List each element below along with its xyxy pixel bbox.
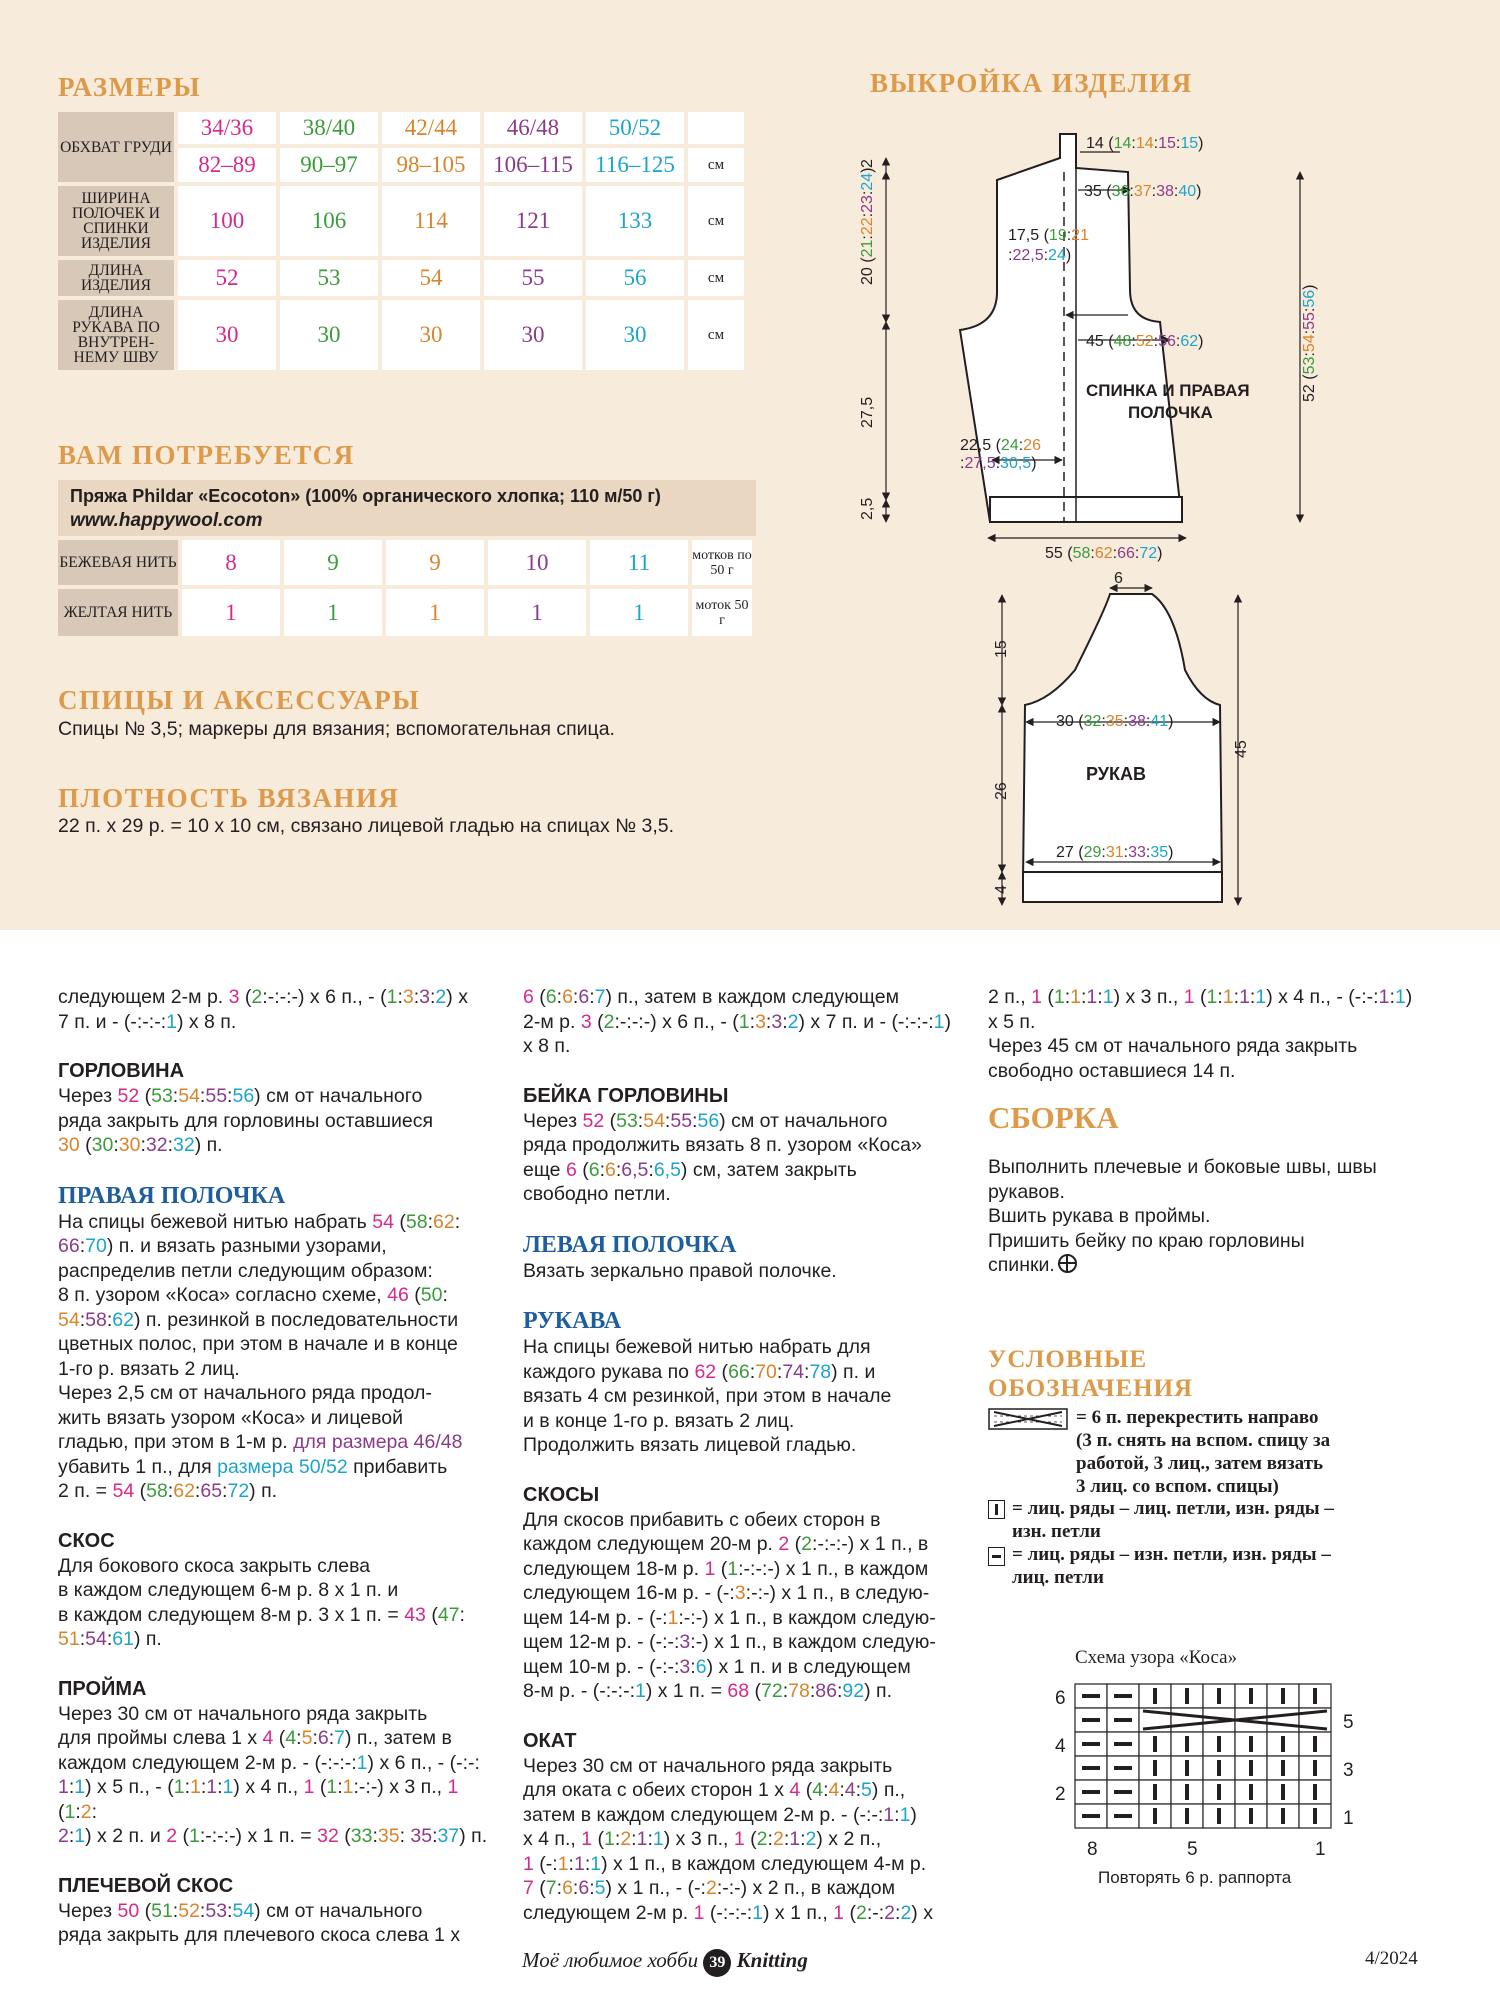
cell: 100 xyxy=(178,186,276,256)
size-col: 50/52 xyxy=(586,112,684,144)
cell: 121 xyxy=(484,186,582,256)
cell: 1 xyxy=(488,589,586,636)
cell: 53 xyxy=(280,260,378,296)
unit: см xyxy=(688,300,744,370)
legend-purl xyxy=(1012,1543,1331,1589)
cell: 30 xyxy=(178,300,276,370)
assembly-line-end: спинки. xyxy=(988,1254,1055,1276)
needs-title: ВАМ ПОТРЕБУЕТСЯ xyxy=(58,440,355,470)
sleeve-w-bot: 27 (29:31:33:35) xyxy=(1056,844,1174,861)
row-label-left: 2 xyxy=(1055,1784,1066,1805)
assembly-title: СБОРКА xyxy=(988,1100,1119,1135)
sleeve-label: РУКАВ xyxy=(1086,764,1146,784)
section-left-front: ЛЕВАЯ ПОЛОЧКА xyxy=(523,1231,737,1258)
chart-caption: Повторять 6 р. раппорта xyxy=(1098,1868,1292,1887)
yarn-table xyxy=(54,536,756,640)
legend-line: (3 п. снять на вспом. спицу за xyxy=(1076,1430,1331,1451)
gauge-title: ПЛОТНОСТЬ ВЯЗАНИЯ xyxy=(58,783,400,813)
sleeve-4: 4 xyxy=(993,885,1010,894)
cell: 114 xyxy=(382,186,480,256)
row-label-right: 3 xyxy=(1343,1760,1354,1781)
assembly-line xyxy=(988,1253,1458,1278)
body-label-1: СПИНКА И ПРАВАЯ xyxy=(1086,381,1250,400)
sleeve-cap: 15 xyxy=(993,640,1010,658)
needles-text: Спицы № 3,5; маркеры для вязания; вспомогательная спица. xyxy=(58,718,615,740)
cell: 98–105 xyxy=(382,148,480,182)
knit-mark xyxy=(1185,1688,1189,1704)
magazine-name: Моё любимое хобби xyxy=(522,1948,699,1972)
legend-line: 3 лиц. со вспом. спицы) xyxy=(1076,1476,1279,1497)
size-col: 46/48 xyxy=(484,112,582,144)
cell: 30 xyxy=(586,300,684,370)
cell: 90–97 xyxy=(280,148,378,182)
section-neck-band: БЕЙКА ГОРЛОВИНЫ xyxy=(523,1084,729,1107)
knit-mark xyxy=(1217,1808,1221,1824)
yarn-header xyxy=(58,480,756,536)
knit-mark xyxy=(1249,1736,1253,1752)
knit-mark xyxy=(1313,1760,1317,1776)
cell: 1 xyxy=(284,589,382,636)
chart-cell xyxy=(1171,1708,1203,1732)
sizes-title: РАЗМЕРЫ xyxy=(58,72,202,102)
knit-mark xyxy=(1249,1808,1253,1824)
section-armhole: ПРОЙМА xyxy=(58,1677,147,1700)
text-line: следующем 2-м р. 3 (2:-:-:-) х 6 п., - (1:3:3:2) х xyxy=(58,986,468,1008)
legend-cross xyxy=(1076,1406,1330,1498)
pattern-title: ВЫКРОЙКА ИЗДЕЛИЯ xyxy=(870,68,1193,98)
body-label-2: ПОЛОЧКА xyxy=(1128,403,1213,422)
unit: мотков по 50 г xyxy=(692,540,752,585)
cell: 8 xyxy=(182,540,280,585)
section-cap: ОКАТ xyxy=(523,1729,577,1752)
unit: моток 50 г xyxy=(692,589,752,636)
knit-mark xyxy=(1249,1760,1253,1776)
purl-mark xyxy=(1082,1766,1100,1770)
col-label: 1 xyxy=(1315,1839,1326,1860)
unit: см xyxy=(688,186,744,256)
legend-line: работой, 3 лиц., затем вязать xyxy=(1076,1453,1324,1474)
assembly-line: Пришить бейку по краю горловины xyxy=(988,1229,1305,1252)
sleeve-top: 6 xyxy=(1114,570,1123,587)
section-bevel: СКОС xyxy=(58,1529,115,1552)
brand-name: Knitting xyxy=(736,1948,808,1972)
column-2: 6 (6:6:6:7) п., затем в каждом следующем 2-м р. 3 (2:-:-:-) х 6 п., - (1:3:3:2) х 7 п. и - (-:-:-:1) х 8 п. БЕЙКА ГОРЛОВИНЫ Через 52 (53:54:55:56) см от начального ряда продолжить вязать 8 п. узором «Коса» еще 6 (6:6:6,5:6,5) см, затем закрыть свободно петли. ЛЕВАЯ ПОЛОЧКА Вязать зеркально правой полочке. РУКАВА На спицы бежевой нитью набрать для каждого рукава по 62 (66:70:74:78) п. и вязать 4 см резинкой, при этом в начале и в конце 1-го р. вязать 2 лиц. Продолжить вязать лицевой гладью. СКОСЫ Для скосов прибавить с обеих сторон в каждом следующем 20-м р. 2 (2:-:-:-) х 1 п., в следующем 18-м р. 1 (1:-:-:-) х 1 п., в каждом следующем 16-м р. - (-:3:-:-) х 1 п., в следую- щем 14-м р. - (-:1:-:-) х 1 п., в каждом следую- щем 12-м р. - (-:-:3:-) х 1 п., в каждом следую- щем 10-м р. - (-:-:3:6) х 1 п. и в следующем 8-м р. - (-:-:-:1) х 1 п. = 68 (72:78:86:92) п. ОКАТ Через 30 см от начального ряда закрыть для оката с обеих сторон 1 х 4 (4:4:4:5) п., затем в каждом следующем 2-м р. - (-:-:1:1) х 4 п., 1 (1:2:1:1) х 3 п., 1 (2:2:1:2) х 2 п., 1 (-:1:1:1) х 1 п., в каждом следующем 4-м р. 7 (7:6:6:5) х 1 п., - (-:2:-:-) х 2 п., в каждом следующем 2-м р. 1 (-:-:-:1) х 1 п., 1 (2:-:2:2) х xyxy=(523,985,963,1925)
purl-mark xyxy=(1082,1694,1100,1698)
dim-27-5: 27,5 xyxy=(859,396,876,428)
cell: 116–125 xyxy=(586,148,684,182)
knit-mark xyxy=(1153,1808,1157,1824)
purl-mark xyxy=(1114,1742,1132,1746)
purl-mark xyxy=(1114,1718,1132,1722)
purl-mark xyxy=(1114,1814,1132,1818)
purl-mark xyxy=(1114,1694,1132,1698)
knit-mark xyxy=(1313,1784,1317,1800)
section-sleeves: РУКАВА xyxy=(523,1308,622,1334)
knit-mark xyxy=(1185,1784,1189,1800)
row-label: ДЛИНА РУКАВА ПО ВНУТРЕН-НЕМУ ШВУ xyxy=(58,300,174,370)
sleeve-w-top: 30 (32:35:38:41) xyxy=(1056,713,1174,730)
knit-mark xyxy=(1281,1808,1285,1824)
yarn-line: Пряжа Phildar «Ecocoton» (100% органического хлопка; 110 м/50 г) xyxy=(70,486,661,506)
cell: 1 xyxy=(386,589,484,636)
legend-knit xyxy=(1012,1497,1334,1543)
row-label-right: 5 xyxy=(1343,1712,1354,1733)
website-link[interactable]: www.happywool.com xyxy=(70,510,263,531)
legend-line: = лиц. ряды – изн. петли, изн. ряды – xyxy=(1012,1544,1331,1565)
knit-mark xyxy=(1281,1688,1285,1704)
cell: 9 xyxy=(284,540,382,585)
purl-mark xyxy=(1082,1742,1100,1746)
unit: см xyxy=(688,260,744,296)
legend-line: = лиц. ряды – лиц. петли, изн. ряды – xyxy=(1012,1498,1334,1519)
section-shoulder: ПЛЕЧЕВОЙ СКОС xyxy=(58,1874,234,1897)
cell: 11 xyxy=(590,540,688,585)
assembly-line: Вшить рукава в проймы. xyxy=(988,1205,1211,1227)
needles-title: СПИЦЫ И АКСЕССУАРЫ xyxy=(58,685,421,715)
knit-mark xyxy=(1249,1688,1253,1704)
dim-shoulder: 35 (36:37:38:40) xyxy=(1084,183,1202,200)
cell: 30 xyxy=(484,300,582,370)
row-label: ДЛИНА ИЗДЕЛИЯ xyxy=(58,260,174,296)
cell: 1 xyxy=(590,589,688,636)
cell: 1 xyxy=(182,589,280,636)
size-col: 34/36 xyxy=(178,112,276,144)
dim-2: 2 xyxy=(859,159,876,168)
knit-mark xyxy=(1217,1784,1221,1800)
cell: 56 xyxy=(586,260,684,296)
chart-title: Схема узора «Коса» xyxy=(1075,1647,1238,1668)
knit-mark xyxy=(1313,1808,1317,1824)
knit-mark xyxy=(1153,1736,1157,1752)
knit-mark xyxy=(1313,1688,1317,1704)
row-label: БЕЖЕВАЯ НИТЬ xyxy=(58,540,178,585)
knit-mark xyxy=(1281,1736,1285,1752)
sleeve-26: 26 xyxy=(993,782,1010,800)
issue-number: 4/2024 xyxy=(1365,1948,1418,1969)
cell: 82–89 xyxy=(178,148,276,182)
knit-mark xyxy=(1281,1760,1285,1776)
chart-cell xyxy=(1267,1708,1299,1732)
end-mark-icon xyxy=(1058,1254,1077,1273)
gauge-text: 22 п. х 29 р. = 10 х 10 см, связано лицевой гладью на спицах № 3,5. xyxy=(58,815,675,837)
dim-chest: 45 (48:52:56:62) xyxy=(1086,333,1204,350)
cable-chart xyxy=(1045,1680,1365,1860)
knit-mark xyxy=(1313,1736,1317,1752)
dim-front-1: 22,5 (24:26 xyxy=(960,437,1041,454)
dim-length: 52 (53:54:55:56) xyxy=(1301,284,1318,402)
cell: 55 xyxy=(484,260,582,296)
dim-armhole-h: 20 (21:22:23:24) xyxy=(859,167,876,285)
cell: 30 xyxy=(280,300,378,370)
page-number: 39 xyxy=(703,1949,731,1977)
col-label: 8 xyxy=(1087,1839,1098,1860)
assembly-line: Выполнить плечевые и боковые швы, швы xyxy=(988,1156,1377,1178)
cell: 54 xyxy=(382,260,480,296)
knit-mark xyxy=(1153,1760,1157,1776)
legend-title-line: ОБОЗНАЧЕНИЯ xyxy=(988,1375,1194,1402)
purl-mark xyxy=(1082,1718,1100,1722)
legend-line: лиц. петли xyxy=(1012,1567,1104,1588)
knit-mark xyxy=(1153,1784,1157,1800)
cell: 9 xyxy=(386,540,484,585)
row-label: ОБХВАТ ГРУДИ xyxy=(58,112,174,182)
size-col: 38/40 xyxy=(280,112,378,144)
dim-hem: 55 (58:62:66:72) xyxy=(1045,545,1163,562)
dim-armhole-w-1: 17,5 (19:21 xyxy=(1008,227,1089,244)
dim-front-2: :27,5:30,5) xyxy=(960,455,1037,472)
knit-mark xyxy=(1217,1688,1221,1704)
knit-mark xyxy=(1185,1808,1189,1824)
section-right-front: ПРАВАЯ ПОЛОЧКА xyxy=(58,1182,286,1209)
section-neckline: ГОРЛОВИНА xyxy=(58,1060,185,1082)
row-label-left: 6 xyxy=(1055,1688,1066,1709)
knit-mark xyxy=(1153,1688,1157,1704)
cell: 52 xyxy=(178,260,276,296)
empty-cell xyxy=(688,112,744,144)
row-label-left: 4 xyxy=(1055,1736,1066,1757)
unit: см xyxy=(688,148,744,182)
chart-grid xyxy=(1075,1684,1331,1828)
knit-mark xyxy=(1217,1736,1221,1752)
column-3: 2 п., 1 (1:1:1:1) х 3 п., 1 (1:1:1:1) х 4 п., - (-:-:1:1) х 5 п. Через 45 см от начального ряда закрыть свободно оставшиеся 14 п. xyxy=(988,986,1413,1082)
legend-line: = 6 п. перекрестить направо xyxy=(1076,1407,1319,1428)
purl-mark xyxy=(1082,1790,1100,1794)
pattern-diagram xyxy=(860,110,1380,920)
text-line: 7 п. и - (-:-:-:1) х 8 п. xyxy=(58,1010,237,1033)
purl-mark xyxy=(1114,1766,1132,1770)
cell: 133 xyxy=(586,186,684,256)
legend-line: изн. петли xyxy=(1012,1521,1101,1542)
footer-magazine xyxy=(522,1948,808,1977)
knit-stitch-icon xyxy=(988,1500,1005,1519)
section-increases: СКОСЫ xyxy=(523,1483,600,1506)
size-col: 42/44 xyxy=(382,112,480,144)
col-label: 5 xyxy=(1187,1839,1198,1860)
purl-mark xyxy=(1114,1790,1132,1794)
knit-mark xyxy=(1281,1784,1285,1800)
purl-mark xyxy=(1082,1814,1100,1818)
dim-2-5: 2,5 xyxy=(859,497,876,520)
dim-neck: 14 (14:14:15:15) xyxy=(1086,135,1204,152)
purl-stitch-icon xyxy=(988,1547,1005,1566)
knit-mark xyxy=(1185,1736,1189,1752)
knit-mark xyxy=(1185,1760,1189,1776)
column-1: следующем 2-м р. 3 (2:-:-:-) х 6 п., - (1:3:3:2) х 7 п. и - (-:-:-:1) х 8 п. ГОРЛОВИНА Через 52 (53:54:55:56) см от начального ряда закрыть для горловины оставшиеся 30 (30:30:32:32) п. ПРАВАЯ ПОЛОЧКА На спицы бежевой нитью набрать 54 (58:62: 66:70) п. и вязать разными узорами, распределив петли следующим образом: 8 п. узором «Коса» согласно схеме, 46 (50: 54:58:62) п. резинкой в последовательности цветных полос, при этом в начале и в конце 1-го р. вязать 2 лиц. Через 2,5 см от начального ряда продол- жить вязать узором «Коса» и лицевой гладью, при этом в 1-м р. для размера 46/48 убавить 1 п., для размера 50/52 прибавить 2 п. = 54 (58:62:65:72) п. СКОС Для бокового скоса закрыть слева в каждом следующем 6-м р. 8 х 1 п. и в каждом следующем 8-м р. 3 х 1 п. = 43 (47: 51:54:61) п. ПРОЙМА Через 30 см от начального ряда закрыть для проймы слева 1 х 4 (4:5:6:7) п., затем в каждом следующем 2-м р. - (-:-:-:1) х 6 п., - (-:-: 1:1) х 5 п., - (1:1:1:1) х 4 п., 1 (1:1:-:-) х 3 п., 1 (1:2: 2:1) х 2 п. и 2 (1:-:-:-) х 1 п. = 32 (33:35: 35:37) п. ПЛЕЧЕВОЙ СКОС Через 50 (51:52:53:54) см от начального ряда закрыть для плечевого скоса слева 1 х xyxy=(58,985,498,1948)
row-label: ЖЕЛТАЯ НИТЬ xyxy=(58,589,178,636)
cell: 10 xyxy=(488,540,586,585)
legend-title xyxy=(988,1345,1193,1403)
sizes-table xyxy=(54,108,748,374)
sleeve-45: 45 xyxy=(1233,740,1250,758)
knit-mark xyxy=(1217,1760,1221,1776)
assembly-text xyxy=(988,1155,1458,1278)
cell: 30 xyxy=(382,300,480,370)
cell: 106 xyxy=(280,186,378,256)
row-label: ШИРИНА ПОЛОЧЕК И СПИНКИ ИЗДЕЛИЯ xyxy=(58,186,174,256)
cable-cross-icon xyxy=(988,1408,1068,1430)
dim-armhole-w-2: :22,5:24) xyxy=(1008,247,1072,264)
assembly-line: рукавов. xyxy=(988,1180,1065,1203)
legend-title-line: УСЛОВНЫЕ xyxy=(988,1346,1148,1373)
row-label-right: 1 xyxy=(1343,1808,1354,1829)
cell: 106–115 xyxy=(484,148,582,182)
knit-mark xyxy=(1249,1784,1253,1800)
